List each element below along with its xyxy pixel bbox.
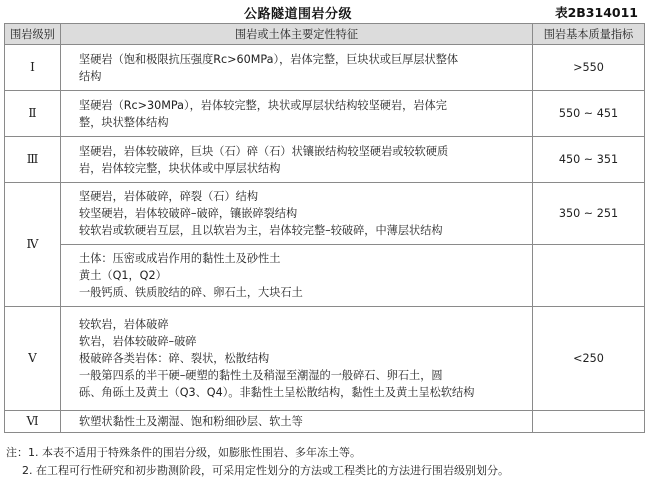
table-title: 公路隧道围岩分级 [244,7,353,22]
table-row-grade-4-soil [5,245,645,307]
title-row [0,0,648,24]
feature-line: 黄土（Q1，Q2） [79,269,167,282]
note-2: 2. 在工程可行性研究和初步勘测阶段，可采用定性划分的方法或工程类比的方法进行围岩级别划分。 [22,464,509,477]
feature-line: 一般第四系的半干硬–硬塑的黏性土及稍湿至潮湿的一般碎石、卵石土，圆 [79,369,443,382]
feature-cell [61,45,533,91]
feature-line: 整，块状整体结构 [79,115,169,129]
bq-cell: 550 ~ 451 [533,91,645,137]
table-row-grade-3 [5,137,645,183]
bq-cell: 450 ~ 351 [533,137,645,183]
header-feature: 围岩或土体主要定性特征 [61,24,533,45]
bq-cell [533,411,645,433]
note-1: 注：1. 本表不适用于特殊条件的围岩分级，如膨胀性围岩、多年冻土等。 [6,446,361,459]
feature-line: 较软岩，岩体破碎 [79,318,169,331]
grade-cell: Ⅴ [5,307,61,411]
feature-line: 岩，岩体较完整，块状体或中厚层状结构 [79,161,281,175]
feature-cell [61,137,533,183]
feature-line: 软岩，岩体较破碎–破碎 [79,335,197,348]
feature-cell [61,411,533,433]
grade-cell: Ⅱ [5,91,61,137]
table-notes [6,444,509,480]
table-header-row [5,24,645,45]
feature-cell [61,91,533,137]
feature-line: 坚硬岩（饱和极限抗压强度Rc>60MPa），岩体完整，巨块状或巨厚层状整体 [79,52,459,66]
feature-line: 软塑状黏性土及潮湿、饱和粉细砂层、软土等 [79,415,303,428]
feature-line: 砾、角砾土及黄土（Q3、Q4）。非黏性土呈松散结构，黏性土及黄土呈松软结构 [79,386,475,399]
table-row-grade-5 [5,307,645,411]
table-row-grade-2 [5,91,645,137]
feature-cell [61,183,533,245]
bq-cell: <250 [533,307,645,411]
table-number: 表2B314011 [555,5,638,20]
feature-line: 土体：压密或成岩作用的黏性土及砂性土 [79,252,281,265]
table-row-grade-6 [5,411,645,433]
grade-cell: Ⅵ [5,411,61,433]
feature-line: 坚硬岩，岩体破碎，碎裂（石）结构 [79,190,259,203]
feature-line: 极破碎各类岩体：碎、裂状，松散结构 [79,352,270,365]
feature-line: 坚硬岩（Rc>30MPa），岩体较完整，块状或厚层状结构较坚硬岩，岩体完 [79,98,447,112]
header-bq: 围岩基本质量指标 [533,24,645,45]
bq-cell: >550 [533,45,645,91]
feature-line: 坚硬岩，岩体较破碎，巨块（石）碎（石）状镶嵌结构较坚硬岩或较软硬质 [79,144,449,158]
feature-line: 较软岩或软硬岩互层，且以软岩为主，岩体较完整–较破碎，中薄层状结构 [79,224,443,237]
header-grade: 围岩级别 [5,24,61,45]
table-row-grade-1 [5,45,645,91]
feature-line: 较坚硬岩，岩体较破碎–破碎，镶嵌碎裂结构 [79,207,298,220]
table-row-grade-4-rock [5,183,645,245]
feature-cell [61,245,533,307]
feature-cell [61,307,533,411]
rock-classification-table [4,23,645,433]
feature-line: 一般钙质、铁质胶结的碎、卵石土，大块石土 [79,286,303,299]
grade-cell: Ⅰ [5,45,61,91]
bq-cell [533,245,645,307]
bq-cell: 350 ~ 251 [533,183,645,245]
grade-cell: Ⅳ [5,183,61,307]
feature-line: 结构 [79,69,102,83]
grade-cell: Ⅲ [5,137,61,183]
